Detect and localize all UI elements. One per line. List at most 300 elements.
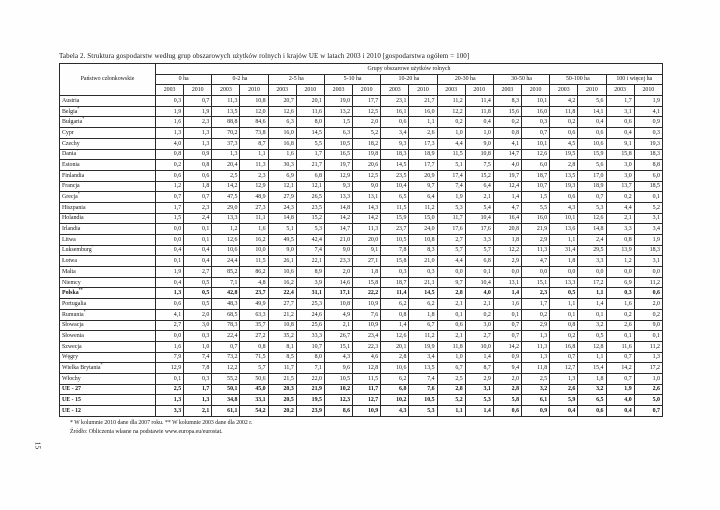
table-row — [60, 341, 663, 352]
value-cell: 15,4 — [578, 363, 606, 374]
value-cell: 1,1 — [578, 352, 606, 363]
value-cell: 17,1 — [324, 288, 352, 299]
value-cell: 3,4 — [634, 224, 662, 235]
value-cell: 0,4 — [184, 245, 212, 256]
value-cell: 18,7 — [522, 170, 550, 181]
value-cell: 1,1 — [240, 149, 268, 160]
country-cell: Holandia — [60, 213, 156, 224]
value-cell: 13,2 — [324, 106, 352, 117]
area-group-header: 2-5 ha — [268, 74, 324, 85]
value-cell: 2,9 — [493, 256, 521, 267]
value-cell: 5,0 — [634, 395, 662, 406]
value-cell: 0,0 — [522, 267, 550, 278]
value-cell: 2,5 — [522, 373, 550, 384]
value-cell: 14,5 — [409, 288, 437, 299]
value-cell: 11,8 — [465, 106, 493, 117]
value-cell: 10,4 — [381, 181, 409, 192]
country-column-header: Państwo członkowskie — [60, 64, 156, 96]
value-cell: 71,5 — [240, 352, 268, 363]
footnote-mark: * — [83, 309, 86, 314]
value-cell: 11,4 — [381, 288, 409, 299]
value-cell: 27,1 — [353, 256, 381, 267]
value-cell: 4,0 — [493, 160, 521, 171]
value-cell: 86,2 — [240, 267, 268, 278]
value-cell: 3,4 — [409, 352, 437, 363]
value-cell: 13,3 — [550, 277, 578, 288]
value-cell: 6,3 — [268, 117, 296, 128]
value-cell: 3,0 — [184, 320, 212, 331]
value-cell: 48,3 — [212, 299, 240, 310]
value-cell: 22,2 — [353, 288, 381, 299]
value-cell: 4,1 — [156, 309, 184, 320]
value-cell: 7,1 — [296, 363, 324, 374]
table-row — [60, 320, 663, 331]
value-cell: 4,0 — [156, 138, 184, 149]
value-cell: 7,6 — [353, 309, 381, 320]
value-cell: 6,5 — [578, 395, 606, 406]
value-cell: 19,5 — [296, 395, 324, 406]
value-cell: 0,2 — [550, 331, 578, 342]
value-cell: 27,9 — [268, 192, 296, 203]
footnote-mark: * — [82, 116, 85, 122]
value-cell: 10,5 — [381, 235, 409, 246]
value-cell: 1,2 — [156, 181, 184, 192]
value-cell: 20,1 — [296, 96, 324, 107]
year-header: 2003 — [268, 85, 296, 96]
value-cell: 0,1 — [156, 373, 184, 384]
value-cell: 2,5 — [212, 170, 240, 181]
value-cell: 10,4 — [465, 213, 493, 224]
footnote-mark: * — [91, 245, 94, 250]
value-cell: 13,3 — [324, 192, 352, 203]
value-cell: 15,2 — [465, 170, 493, 181]
value-cell: 15,2 — [296, 213, 324, 224]
value-cell: 10,8 — [268, 320, 296, 331]
value-cell: 14,2 — [493, 341, 521, 352]
value-cell: 0,6 — [606, 117, 634, 128]
value-cell: 11,5 — [381, 202, 409, 213]
country-cell: Austria — [60, 96, 156, 107]
value-cell: 0,1 — [465, 267, 493, 278]
value-cell: 10,8 — [240, 96, 268, 107]
value-cell: 5,2 — [353, 128, 381, 139]
value-cell: 7,8 — [381, 245, 409, 256]
value-cell: 7,1 — [212, 277, 240, 288]
value-cell: 37,3 — [212, 138, 240, 149]
value-cell: 6,7 — [437, 363, 465, 374]
table-row — [60, 288, 663, 299]
value-cell: 11,7 — [353, 384, 381, 395]
value-cell: 27,3 — [240, 202, 268, 213]
value-cell: 4,0 — [606, 395, 634, 406]
value-cell: 1,4 — [578, 299, 606, 310]
value-cell: 11,4 — [465, 96, 493, 107]
country-cell: Estonia — [60, 160, 156, 171]
country-cell: Szwecja — [60, 341, 156, 352]
year-header: 2003 — [606, 85, 634, 96]
value-cell: 8,0 — [296, 117, 324, 128]
value-cell: 17,6 — [465, 224, 493, 235]
value-cell: 0,3 — [522, 117, 550, 128]
value-cell: 11,2 — [634, 277, 662, 288]
table-body — [60, 96, 663, 417]
value-cell: 0,3 — [156, 96, 184, 107]
value-cell: 10,6 — [381, 363, 409, 374]
value-cell: 0,2 — [465, 309, 493, 320]
value-cell: 35,2 — [268, 331, 296, 342]
value-cell: 10,9 — [353, 320, 381, 331]
value-cell: 17,3 — [409, 138, 437, 149]
value-cell: 47,5 — [212, 192, 240, 203]
value-cell: 18,3 — [634, 149, 662, 160]
value-cell: 0,7 — [184, 96, 212, 107]
value-cell: 24,4 — [212, 256, 240, 267]
country-cell: Czechy — [60, 138, 156, 149]
value-cell: 25,3 — [296, 299, 324, 310]
value-cell: 6,0 — [634, 170, 662, 181]
value-cell: 9,3 — [324, 181, 352, 192]
value-cell: 14,6 — [324, 277, 352, 288]
value-cell: 0,7 — [522, 128, 550, 139]
value-cell: 5,3 — [409, 406, 437, 417]
value-cell: 1,6 — [493, 299, 521, 310]
value-cell: 12,5 — [353, 106, 381, 117]
value-cell: 21,0 — [324, 235, 352, 246]
country-cell: Wielka Brytania* — [60, 363, 156, 374]
value-cell: 12,3 — [324, 395, 352, 406]
value-cell: 0,2 — [606, 309, 634, 320]
value-cell: 5,2 — [437, 395, 465, 406]
value-cell: 29,5 — [578, 245, 606, 256]
value-cell: 1,8 — [578, 373, 606, 384]
value-cell: 16,2 — [240, 235, 268, 246]
value-cell: 5,1 — [437, 160, 465, 171]
value-cell: 21,7 — [409, 96, 437, 107]
value-cell: 11,5 — [240, 256, 268, 267]
value-cell: 0,0 — [606, 267, 634, 278]
value-cell: 4,6 — [353, 352, 381, 363]
value-cell: 2,1 — [465, 192, 493, 203]
value-cell: 11,8 — [437, 341, 465, 352]
value-cell: 0,7 — [212, 341, 240, 352]
value-cell: 0,0 — [156, 224, 184, 235]
value-cell: 0,2 — [156, 160, 184, 171]
value-cell: 6,2 — [381, 373, 409, 384]
value-cell: 15,8 — [381, 256, 409, 267]
table-row — [60, 138, 663, 149]
value-cell: 15,0 — [409, 213, 437, 224]
value-cell: 22,3 — [353, 341, 381, 352]
value-cell: 42,4 — [296, 235, 324, 246]
value-cell: 0,8 — [184, 160, 212, 171]
value-cell: 9,3 — [381, 138, 409, 149]
value-cell: 3,2 — [578, 384, 606, 395]
value-cell: 14,3 — [353, 202, 381, 213]
value-cell: 0,6 — [156, 299, 184, 310]
value-cell: 85,2 — [212, 267, 240, 278]
value-cell: 12,2 — [437, 106, 465, 117]
value-cell: 20,3 — [268, 384, 296, 395]
value-cell: 15,9 — [578, 149, 606, 160]
value-cell: 1,7 — [184, 384, 212, 395]
value-cell: 19,7 — [324, 160, 352, 171]
value-cell: 10,8 — [409, 235, 437, 246]
value-cell: 1,3 — [156, 395, 184, 406]
value-cell: 2,1 — [184, 406, 212, 417]
value-cell: 1,6 — [606, 299, 634, 310]
value-cell: 10,8 — [324, 299, 352, 310]
value-cell: 4,7 — [493, 202, 521, 213]
value-cell: 5,7 — [437, 245, 465, 256]
value-cell: 2,1 — [606, 213, 634, 224]
value-cell: 2,6 — [409, 128, 437, 139]
value-cell: 3,3 — [156, 406, 184, 417]
value-cell: 11,3 — [240, 160, 268, 171]
value-cell: 2,0 — [634, 299, 662, 310]
value-cell: 11,3 — [212, 96, 240, 107]
value-cell: 2,8 — [550, 160, 578, 171]
value-cell: 4,9 — [324, 309, 352, 320]
value-cell: 6,4 — [465, 181, 493, 192]
value-cell: 6,4 — [409, 192, 437, 203]
value-cell: 88,8 — [212, 117, 240, 128]
value-cell: 1,6 — [156, 117, 184, 128]
country-cell: Węgry — [60, 352, 156, 363]
value-cell: 3,1 — [606, 106, 634, 117]
value-cell: 17,7 — [409, 160, 437, 171]
value-cell: 2,9 — [522, 235, 550, 246]
value-cell: 7,6 — [409, 384, 437, 395]
value-cell: 0,7 — [578, 192, 606, 203]
value-cell: 16,0 — [268, 128, 296, 139]
value-cell: 0,9 — [634, 117, 662, 128]
value-cell: 0,8 — [550, 320, 578, 331]
value-cell: 0,1 — [184, 235, 212, 246]
value-cell: 0,8 — [381, 309, 409, 320]
value-cell: 15,9 — [381, 213, 409, 224]
value-cell: 2,0 — [493, 373, 521, 384]
value-cell: 2,4 — [578, 235, 606, 246]
value-cell: 10,5 — [409, 395, 437, 406]
value-cell: 18,9 — [578, 181, 606, 192]
value-cell: 33,1 — [240, 395, 268, 406]
value-cell: 14,2 — [606, 363, 634, 374]
value-cell: 73,8 — [240, 128, 268, 139]
value-cell: 0,3 — [606, 288, 634, 299]
value-cell: 8,6 — [324, 406, 352, 417]
value-cell: 63,3 — [240, 309, 268, 320]
table-row — [60, 117, 663, 128]
area-groups-header: Grupy obszarowe użytków rolnych — [156, 64, 663, 75]
country-cell: Luksemburg* — [60, 245, 156, 256]
table-row — [60, 149, 663, 160]
value-cell: 21,7 — [296, 160, 324, 171]
value-cell: 9,0 — [324, 245, 352, 256]
value-cell: 20,5 — [268, 395, 296, 406]
value-cell: 4,4 — [606, 202, 634, 213]
value-cell: 1,9 — [184, 106, 212, 117]
value-cell: 0,6 — [550, 192, 578, 203]
value-cell: 1,3 — [184, 138, 212, 149]
value-cell: 2,3 — [240, 170, 268, 181]
value-cell: 18,5 — [634, 181, 662, 192]
country-cell: Bułgaria* — [60, 117, 156, 128]
value-cell: 2,7 — [184, 267, 212, 278]
value-cell: 16,4 — [493, 213, 521, 224]
value-cell: 20,0 — [353, 235, 381, 246]
value-cell: 0,6 — [578, 406, 606, 417]
value-cell: 1,6 — [268, 149, 296, 160]
value-cell: 1,3 — [184, 395, 212, 406]
country-cell: Cypr — [60, 128, 156, 139]
value-cell: 12,1 — [296, 181, 324, 192]
value-cell: 14,2 — [324, 213, 352, 224]
value-cell: 0,0 — [437, 267, 465, 278]
value-cell: 10,7 — [296, 341, 324, 352]
value-cell: 1,3 — [634, 352, 662, 363]
value-cell: 10,9 — [353, 299, 381, 310]
value-cell: 6,1 — [522, 395, 550, 406]
value-cell: 3,3 — [465, 235, 493, 246]
value-cell: 2,3 — [184, 117, 212, 128]
value-cell: 12,6 — [522, 149, 550, 160]
value-cell: 1,7 — [606, 96, 634, 107]
value-cell: 9,4 — [493, 363, 521, 374]
value-cell: 15,6 — [493, 106, 521, 117]
value-cell: 0,0 — [634, 267, 662, 278]
value-cell: 10,5 — [324, 138, 352, 149]
value-cell: 9,7 — [437, 277, 465, 288]
country-cell: Portugalia — [60, 299, 156, 310]
value-cell: 12,5 — [353, 170, 381, 181]
value-cell: 18,3 — [634, 245, 662, 256]
value-cell: 23,4 — [353, 331, 381, 342]
value-cell: 6,9 — [606, 277, 634, 288]
value-cell: 61,1 — [212, 406, 240, 417]
year-header: 2010 — [465, 85, 493, 96]
value-cell: 6,9 — [268, 170, 296, 181]
footnote-mark: * — [77, 106, 80, 111]
value-cell: 18,9 — [409, 149, 437, 160]
year-header: 2010 — [522, 85, 550, 96]
value-cell: 16,1 — [381, 106, 409, 117]
value-cell: 4,2 — [550, 96, 578, 107]
value-cell: 11,3 — [522, 245, 550, 256]
value-cell: 12,8 — [578, 341, 606, 352]
value-cell: 16,0 — [409, 106, 437, 117]
value-cell: 6,7 — [409, 320, 437, 331]
value-cell: 19,9 — [409, 341, 437, 352]
country-cell: Rumunia* — [60, 309, 156, 320]
value-cell: 23,9 — [296, 406, 324, 417]
value-cell: 1,8 — [184, 181, 212, 192]
value-cell: 16,2 — [268, 277, 296, 288]
country-cell: Irlandia — [60, 224, 156, 235]
value-cell: 6,8 — [296, 170, 324, 181]
value-cell: 0,0 — [156, 331, 184, 342]
value-cell: 12,6 — [268, 106, 296, 117]
value-cell: 0,9 — [493, 352, 521, 363]
area-group-header: 10-20 ha — [381, 74, 437, 85]
value-cell: 1,0 — [634, 373, 662, 384]
value-cell: 1,5 — [522, 192, 550, 203]
area-group-header: 0 ha — [156, 74, 212, 85]
value-cell: 16,0 — [522, 106, 550, 117]
value-cell: 2,0 — [184, 309, 212, 320]
value-cell: 3,1 — [634, 213, 662, 224]
value-cell: 2,1 — [324, 320, 352, 331]
value-cell: 17,7 — [353, 96, 381, 107]
value-cell: 1,5 — [324, 117, 352, 128]
value-cell: 5,6 — [578, 160, 606, 171]
value-cell: 13,5 — [212, 106, 240, 117]
value-cell: 1,9 — [156, 106, 184, 117]
value-cell: 10,7 — [522, 181, 550, 192]
value-cell: 0,6 — [381, 117, 409, 128]
value-cell: 0,1 — [184, 224, 212, 235]
value-cell: 4,0 — [465, 288, 493, 299]
value-cell: 1,9 — [156, 267, 184, 278]
value-cell: 0,7 — [606, 373, 634, 384]
value-cell: 10,4 — [465, 277, 493, 288]
value-cell: 0,8 — [156, 149, 184, 160]
value-cell: 10,2 — [381, 395, 409, 406]
value-cell: 3,9 — [296, 277, 324, 288]
value-cell: 14,2 — [353, 213, 381, 224]
value-cell: 21,2 — [268, 309, 296, 320]
value-cell: 2,1 — [437, 331, 465, 342]
value-cell: 5,3 — [465, 395, 493, 406]
value-cell: 0,1 — [156, 256, 184, 267]
table-row — [60, 331, 663, 342]
value-cell: 0,1 — [634, 331, 662, 342]
value-cell: 2,9 — [522, 320, 550, 331]
value-cell: 12,0 — [240, 106, 268, 117]
value-cell: 5,9 — [550, 395, 578, 406]
value-cell: 5,4 — [465, 202, 493, 213]
value-cell: 10,6 — [578, 138, 606, 149]
value-cell: 5,8 — [493, 395, 521, 406]
area-group-header: 50-100 ha — [550, 74, 606, 85]
value-cell: 54,2 — [240, 406, 268, 417]
year-header: 2010 — [296, 85, 324, 96]
value-cell: 24,0 — [409, 224, 437, 235]
value-cell: 1,0 — [437, 128, 465, 139]
value-cell: 31,4 — [550, 245, 578, 256]
table-row — [60, 352, 663, 363]
country-cell: Łotwa — [60, 256, 156, 267]
value-cell: 22,4 — [212, 331, 240, 342]
value-cell: 3,1 — [465, 384, 493, 395]
value-cell: 4,4 — [437, 138, 465, 149]
value-cell: 14,7 — [324, 224, 352, 235]
table-row — [60, 277, 663, 288]
value-cell: 12,9 — [240, 181, 268, 192]
farm-structure-table — [59, 63, 663, 417]
value-cell: 1,0 — [184, 341, 212, 352]
value-cell: 11,5 — [353, 373, 381, 384]
value-cell: 0,6 — [437, 320, 465, 331]
year-header: 2003 — [437, 85, 465, 96]
country-cell: Dania* — [60, 149, 156, 160]
value-cell: 8,3 — [493, 96, 521, 107]
value-cell: 2,5 — [437, 373, 465, 384]
value-cell: 13,9 — [606, 245, 634, 256]
value-cell: 26,1 — [268, 256, 296, 267]
value-cell: 3,2 — [522, 384, 550, 395]
value-cell: 12,6 — [212, 235, 240, 246]
value-cell: 0,7 — [634, 406, 662, 417]
